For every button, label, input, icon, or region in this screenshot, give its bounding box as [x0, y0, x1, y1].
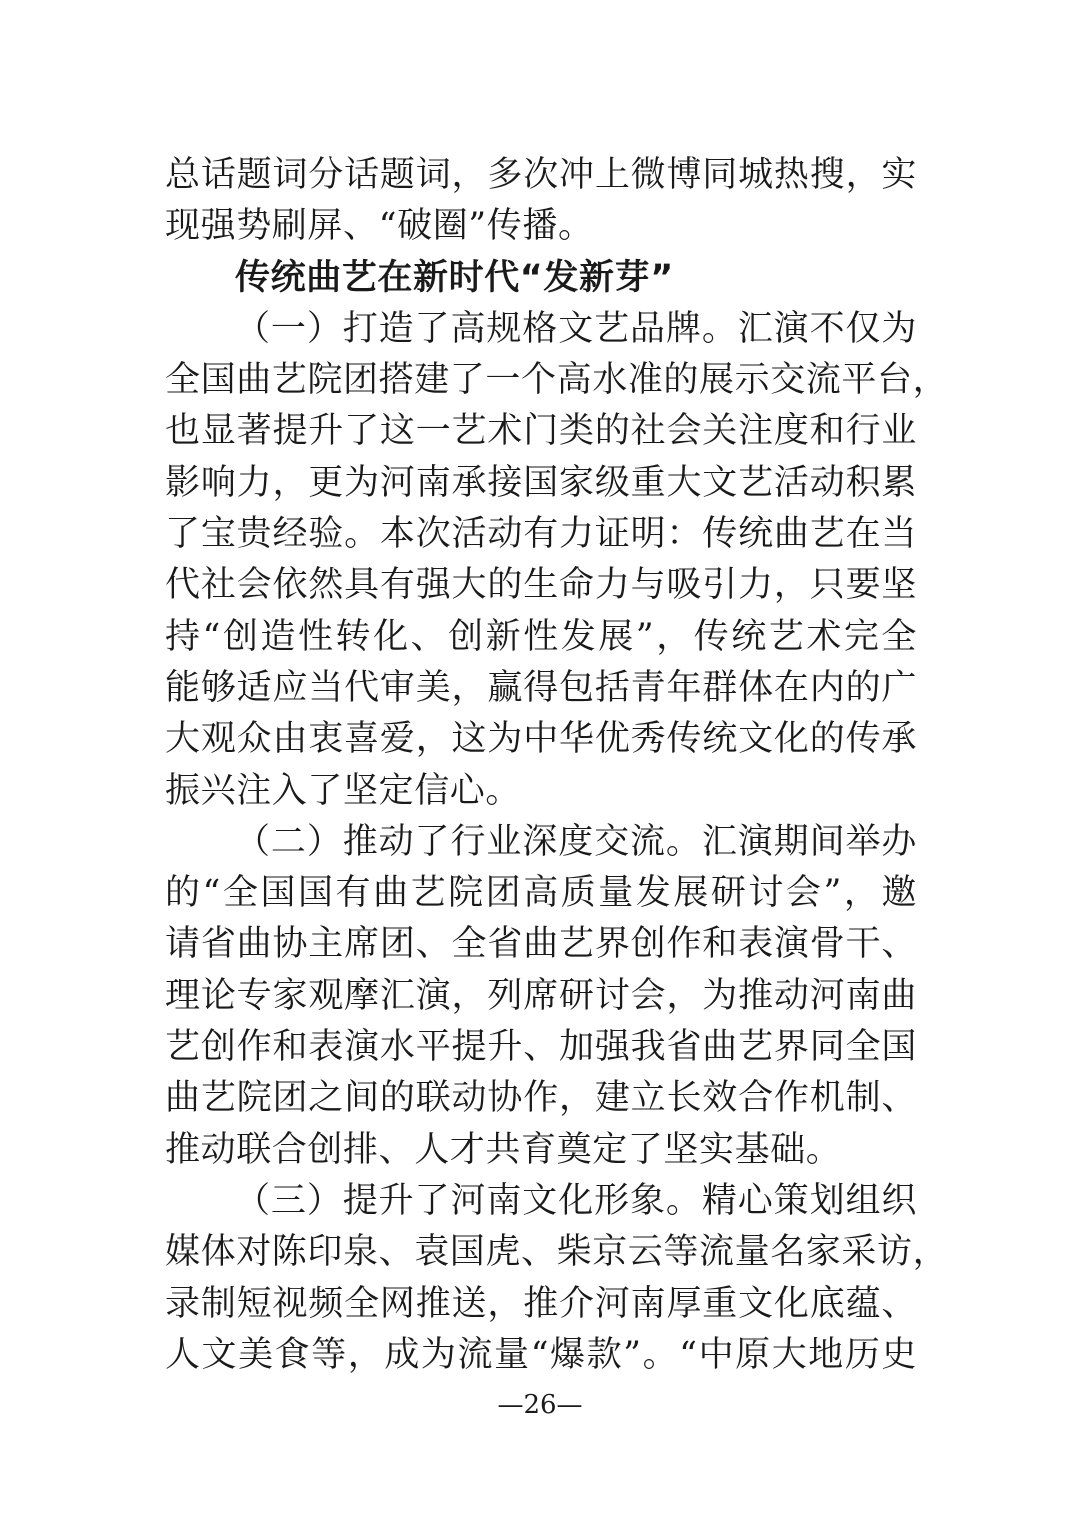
- text-line: 代社会依然具有强大的生命力与吸引力，只要坚: [165, 565, 917, 606]
- text-line: （一）打造了高规格文艺品牌。汇演不仅为: [235, 308, 917, 349]
- text-line: 也显著提升了这一艺术门类的社会关注度和行业: [165, 411, 917, 452]
- text-line: 媒体对陈印泉、袁国虎、柴京云等流量名家采访，: [165, 1232, 949, 1273]
- text-line: 现强势刷屏、“破圈”传播。: [165, 206, 594, 247]
- text-line: （三）提升了河南文化形象。精心策划组织: [235, 1180, 917, 1221]
- body-text: [165, 150, 949, 1381]
- text-line: 请省曲协主席团、全省曲艺界创作和表演骨干、: [165, 924, 917, 965]
- text-line: 理论专家观摩汇演，列席研讨会，为推动河南曲: [165, 975, 917, 1016]
- text-line: 全国曲艺院团搭建了一个高水准的展示交流平台，: [165, 360, 949, 401]
- text-line: 能够适应当代审美，赢得包括青年群体在内的广: [165, 667, 917, 708]
- text-line: 艺创作和表演水平提升、加强我省曲艺界同全国: [165, 1027, 917, 1068]
- text-line: 推动联合创排、人才共育奠定了坚实基础。: [165, 1129, 842, 1170]
- text-line: 影响力，更为河南承接国家级重大文艺活动积累: [165, 462, 917, 503]
- text-line: 录制短视频全网推送，推介河南厚重文化底蕴、: [165, 1283, 917, 1324]
- text-line: 振兴注入了坚定信心。: [165, 770, 522, 811]
- text-line: 持“创造性转化、创新性发展”，传统艺术完全: [165, 616, 917, 657]
- text-line: 大观众由衷喜爱，这为中华优秀传统文化的传承: [165, 719, 917, 760]
- text-line: 的“全国国有曲艺院团高质量发展研讨会”，邀: [165, 873, 917, 914]
- text-line: 人文美食等，成为流量“爆款”。“中原大地历史: [165, 1334, 917, 1375]
- section-heading: 传统曲艺在新时代“发新芽”: [235, 257, 674, 298]
- text-line: 了宝贵经验。本次活动有力证明：传统曲艺在当: [165, 514, 917, 555]
- text-line: （二）推动了行业深度交流。汇演期间举办: [235, 821, 917, 862]
- page-number: —26—: [497, 1390, 583, 1420]
- text-line: 曲艺院团之间的联动协作，建立长效合作机制、: [165, 1078, 917, 1119]
- text-line: 总话题词分话题词，多次冲上微博同城热搜，实: [165, 155, 917, 195]
